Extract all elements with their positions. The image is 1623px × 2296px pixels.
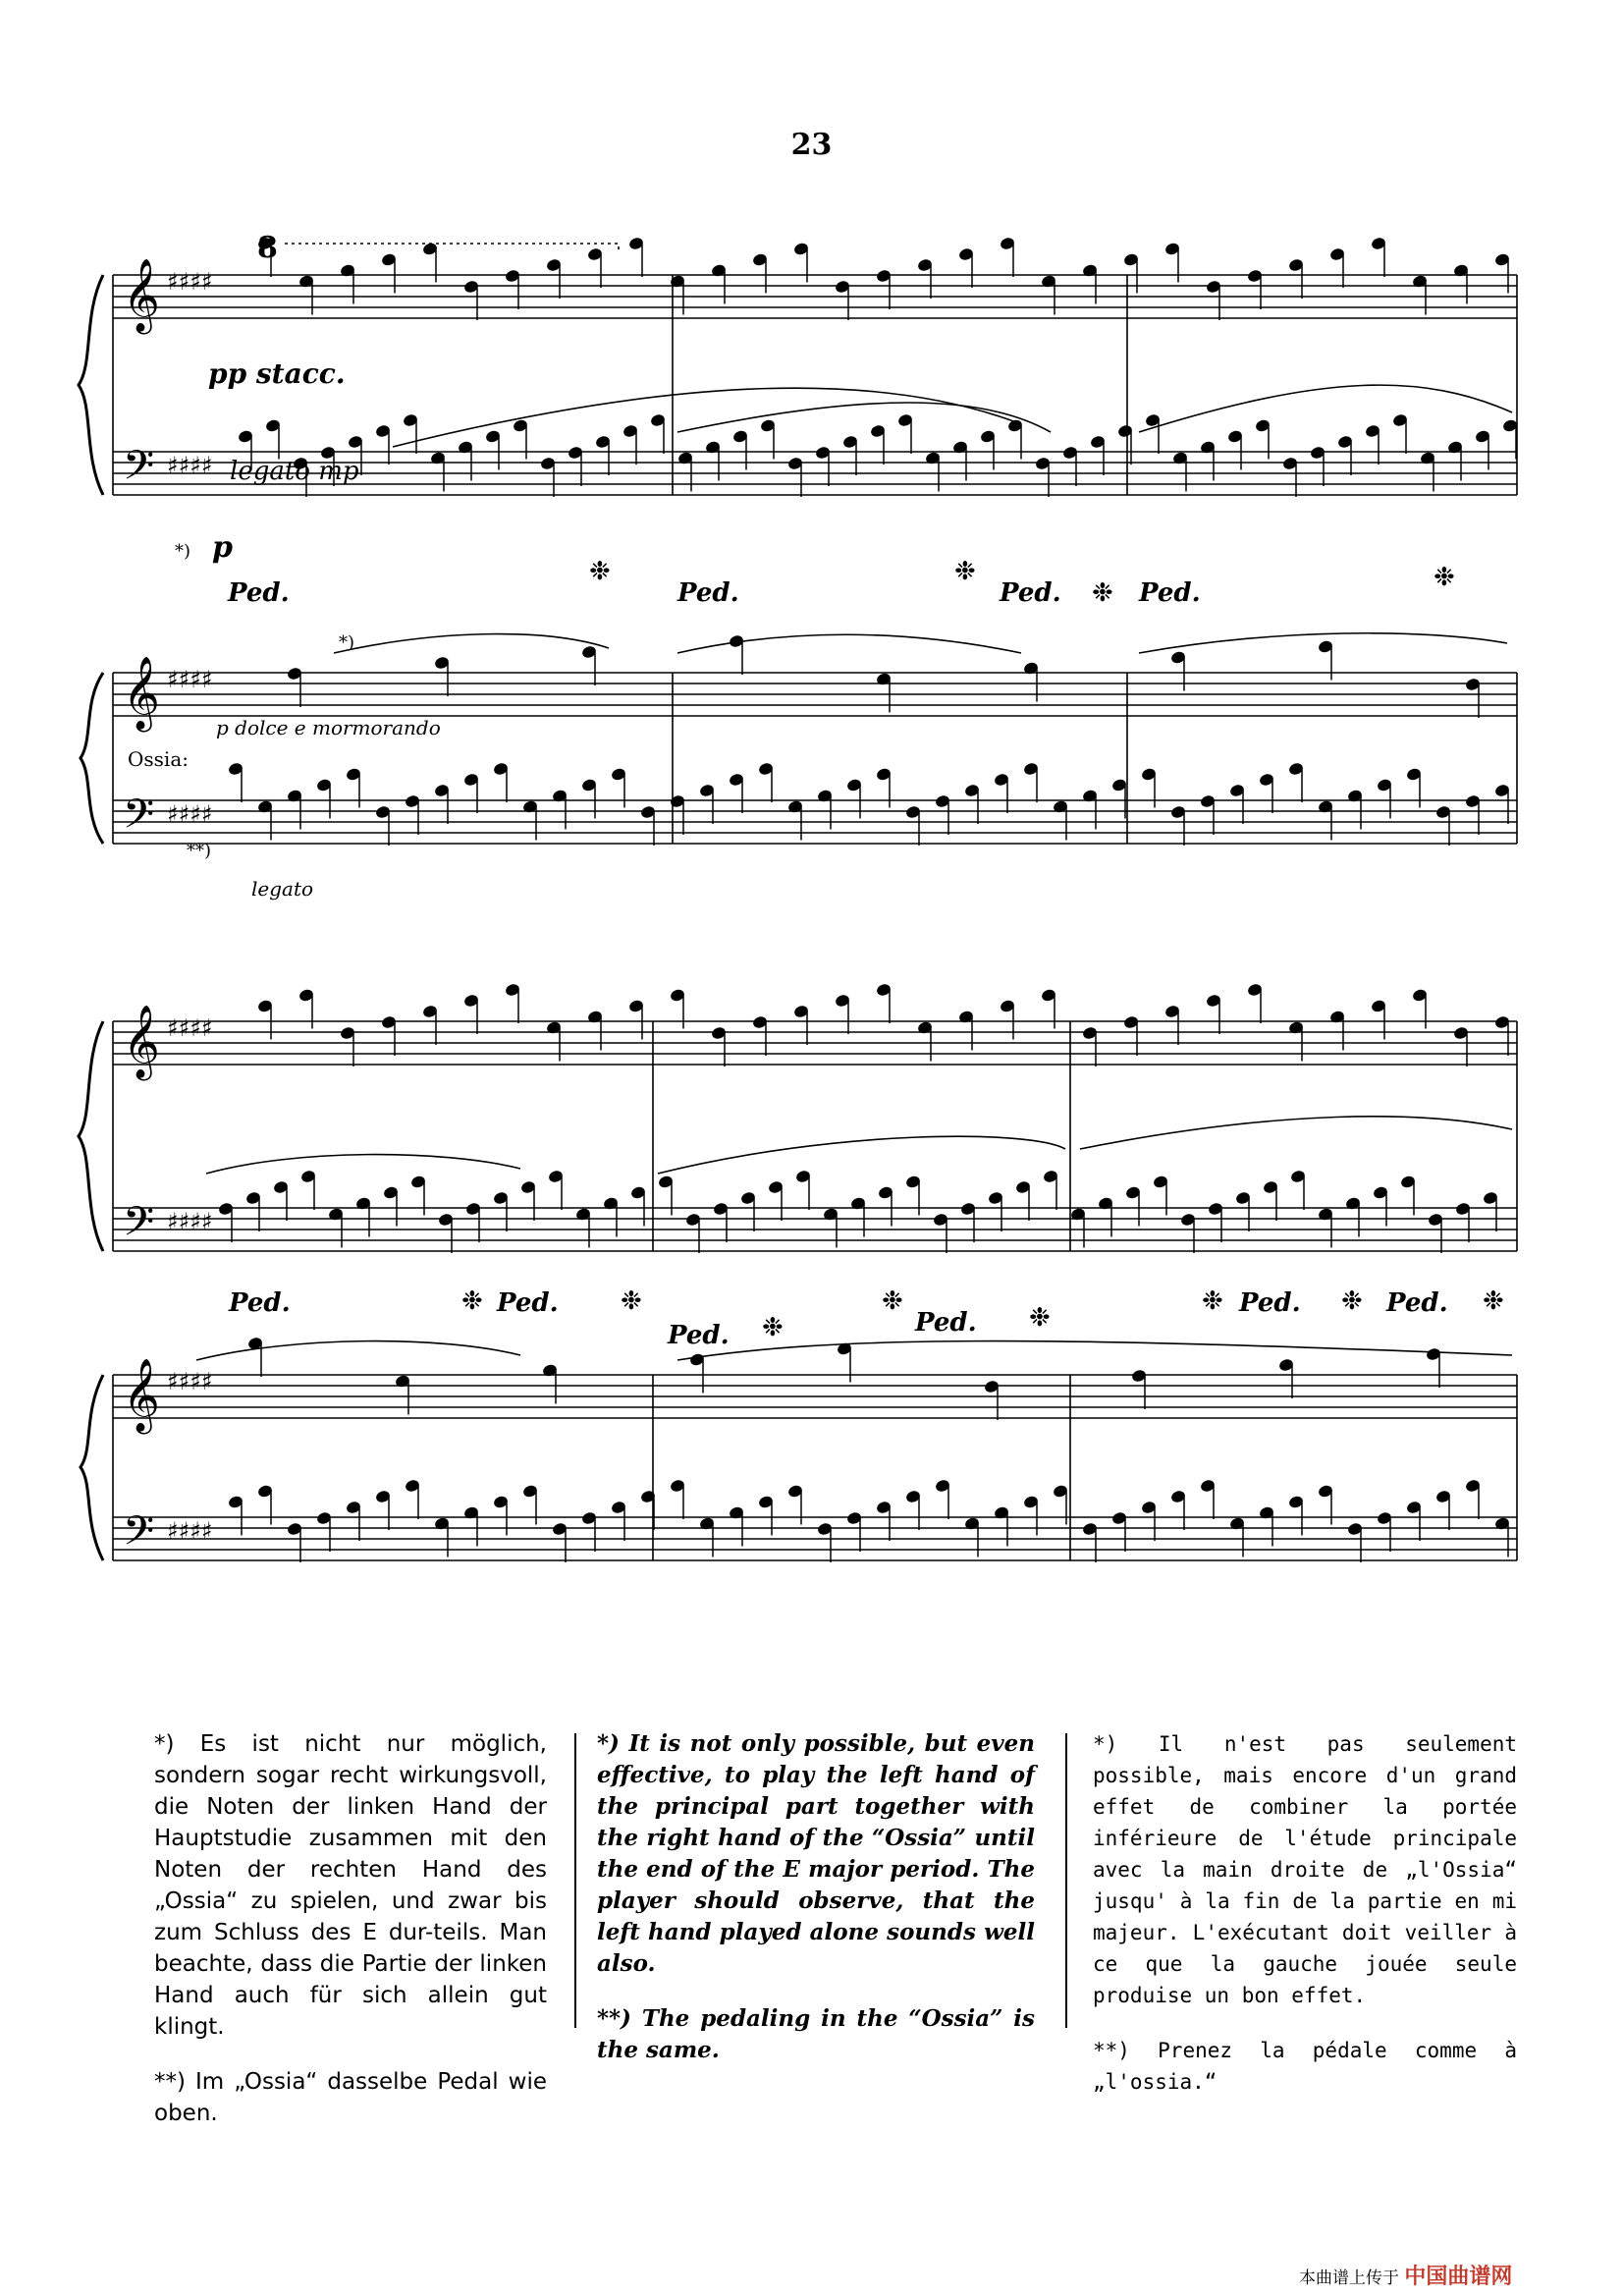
- dynamic-p: p: [212, 530, 233, 565]
- svg-text:♯♯♯♯: ♯♯♯♯: [167, 800, 213, 828]
- svg-text:♯♯♯♯: ♯♯♯♯: [167, 666, 213, 693]
- pedal-release: ❉: [1202, 1286, 1223, 1316]
- svg-text:♯♯♯♯: ♯♯♯♯: [167, 1517, 213, 1545]
- watermark-text: 本曲谱上传于: [1299, 2269, 1399, 2288]
- svg-text:𝄢: 𝄢: [123, 791, 155, 847]
- footnotes-english: [597, 1728, 1035, 2090]
- dynamic-p-dolce: p dolce e mormorando: [216, 716, 441, 739]
- pedal-mark: Ped.: [1000, 578, 1061, 608]
- pedal-release: ❉: [461, 1286, 483, 1316]
- watermark: [1299, 2260, 1512, 2290]
- svg-text:♯♯♯♯: ♯♯♯♯: [167, 1208, 213, 1235]
- svg-text:♯♯♯♯: ♯♯♯♯: [167, 452, 213, 479]
- svg-text:𝄞: 𝄞: [123, 259, 160, 332]
- pedal-mark: Ped.: [915, 1308, 977, 1338]
- page-number: 23: [790, 128, 833, 162]
- ossia-label: Ossia:: [128, 747, 189, 771]
- pedal-release: ❉: [1029, 1303, 1051, 1333]
- footnote-german-2: **) Im „Ossia“ dasselbe Pedal wie oben.: [154, 2069, 547, 2126]
- svg-text:♯♯♯♯: ♯♯♯♯: [167, 268, 213, 296]
- footnotes-german: [154, 1728, 547, 2153]
- pedal-mark: Ped.: [497, 1288, 559, 1318]
- dynamic-legato-mp: legato mp: [230, 457, 359, 486]
- pedal-release: ❉: [1092, 578, 1113, 608]
- watermark-brand: 中国曲谱网: [1404, 2265, 1513, 2289]
- pedal-release: ❉: [954, 557, 976, 586]
- dynamic-legato: legato: [251, 877, 314, 901]
- svg-text:𝄞: 𝄞: [123, 1359, 160, 1432]
- column-divider: [1065, 1733, 1067, 2028]
- pedal-mark: Ped.: [677, 578, 739, 608]
- system-2: [113, 1021, 1517, 1560]
- dynamic-pp-stacc: pp stacc.: [208, 357, 346, 390]
- footnote-english-2: **) The pedaling in the “Ossia” is the same.: [597, 2005, 1035, 2063]
- footnote-english-1: *) It is not only possible, but even effective, to play the left hand of the principal part together with the right hand of the “Ossia” until the end of the E major period. The player should observe, that the left hand played alone sounds well also.: [597, 1730, 1035, 1977]
- pedal-mark: Ped.: [229, 1288, 291, 1318]
- column-divider: [574, 1733, 576, 2028]
- svg-text:♯♯♯♯: ♯♯♯♯: [167, 1014, 213, 1042]
- ottava-mark: 8: [257, 231, 278, 265]
- pedal-release: ❉: [882, 1286, 903, 1316]
- footnote-french-1: *) Il n'est pas seulement possible, mais encore d'un grand effet de combiner la portée inférieure de l'étude principale avec la main droite de „l'Ossia“ jusqu' à la fin de la partie en mi majeur. L'exécutant doit veiller à ce que la gauche jouée seule produise un bon effet.: [1093, 1732, 1517, 2007]
- footnote-german-1: *) Es ist nicht nur möglich, sondern sogar recht wirkungsvoll, die Noten der linken Hand der Hauptstudie zusammen mit den Noten der rechten Hand des „Ossia“ zu spielen, und zwar bis zum Schluss des E dur-teils. Man beachte, dass die Partie der linken Hand auch für sich allein gut klingt.: [154, 1731, 547, 2040]
- pedal-mark: Ped.: [1386, 1288, 1448, 1318]
- svg-text:𝄞: 𝄞: [123, 1006, 160, 1078]
- footnote-french-2: **) Prenez la pédale comme à „l'ossia.“: [1093, 2039, 1517, 2094]
- svg-text:𝄞: 𝄞: [123, 657, 160, 730]
- svg-text:𝄢: 𝄢: [123, 1507, 155, 1564]
- double-star-marker: **): [187, 841, 212, 861]
- pedal-release: ❉: [1341, 1286, 1363, 1316]
- pedal-release: ❉: [1483, 1286, 1504, 1316]
- pedal-mark: Ped.: [668, 1321, 730, 1350]
- system-1: [113, 244, 1517, 844]
- svg-text:𝄢: 𝄢: [123, 442, 155, 499]
- pedal-release: ❉: [621, 1286, 642, 1316]
- pedal-mark: Ped.: [228, 578, 290, 608]
- pedal-mark: Ped.: [1139, 578, 1201, 608]
- star-marker-1: *): [175, 541, 191, 562]
- footnotes-french: [1093, 1728, 1517, 2121]
- star-marker-2: *): [339, 632, 355, 653]
- svg-text:♯♯♯♯: ♯♯♯♯: [167, 1368, 213, 1395]
- pedal-release: ❉: [1434, 563, 1455, 592]
- pedal-mark: Ped.: [1239, 1288, 1301, 1318]
- pedal-release: ❉: [589, 557, 611, 586]
- svg-text:𝄢: 𝄢: [123, 1198, 155, 1255]
- pedal-release: ❉: [762, 1313, 784, 1342]
